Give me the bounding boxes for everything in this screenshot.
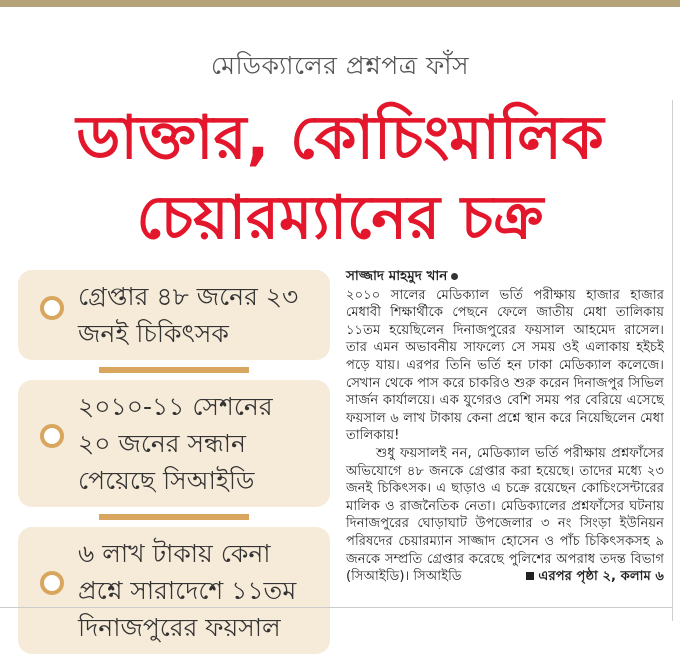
top-rule: [0, 0, 680, 7]
highlight-line: গ্রেপ্তার ৪৮ জনের ২৩: [78, 282, 299, 311]
highlight-line: প্রশ্নে সারাদেশে ১১তম: [78, 576, 297, 605]
ring-bullet-icon: [40, 571, 64, 595]
article-paragraph-1: ২০১০ সালের মেডিক্যাল ভর্তি পরীক্ষায় হাজার হাজার মেধাবী শিক্ষার্থীকে পেছনে ফেলে জাতীয় মেধা তালিকায় ১১তম হয়েছিলেন দিনাজপুরের ফয়সাল আহমেদ রাসেল। তার এমন অভাবনীয় সাফল্যে সে সময় ওই এলাকায় হইচই পড়ে যায়। এরপর তিনি ভর্তি হন ঢাকা মেডিক্যাল কলেজে। সেখান থেকে পাস করে চাকরিও শুরু করেন দিনাজপুর সিভিল সার্জন কার্যালয়ে। এক যুগেরও বেশি সময় পর বেরিয়ে এসেছে ফয়সাল ৬ লাখ টাকায় কেনা প্রশ্নে স্থান করে নিয়েছিলেন মেধা তালিকায়!: [346, 287, 664, 444]
article-body: [346, 268, 664, 586]
article-paragraph-2-text: শুধু ফয়সালই নন, মেডিক্যাল ভর্তি পরীক্ষায় প্রশ্নফাঁসের অভিযোগে ৪৮ জনকে গ্রেপ্তার করা হয়েছে। তাদের মধ্যে ২৩ জনই চিকিৎসক। এ ছাড়াও এ চক্রে রয়েছেন কোচিংসেন্টারের মালিক ও রাজনৈতিক নেতা। মেডিক্যালের প্রশ্নফাঁসের ঘটনায় দিনাজপুরের ঘোড়াঘাট উপজেলার ৩ নং সিংড়া ইউনিয়ন পরিষদের চেয়ারম্যান সাজ্জাদ হোসেন ও পাঁচ চিকিৎসকসহ ৯ জনকে সম্প্রতি গ্রেপ্তার করেছে পুলিশের অপরাধ তদন্ত বিভাগ (সিআইডি)। সিআইডি: [346, 445, 664, 585]
continued-note: [496, 568, 664, 586]
kicker: মেডিক্যালের প্রশ্নপত্র ফাঁস: [210, 51, 470, 80]
highlight-box-3: [18, 527, 330, 654]
highlight-separator: [99, 367, 249, 373]
headline-line-2: চেয়ারম্যানের চক্র: [136, 183, 544, 253]
headline-line-1: ডাক্তার, কোচিংমালিক: [76, 103, 604, 173]
highlight-line: জনই চিকিৎসক: [78, 319, 229, 348]
highlight-box-2: [18, 380, 330, 507]
bottom-rule: [0, 607, 672, 608]
article-paragraph-2: [346, 445, 664, 586]
highlight-separator: [99, 514, 249, 520]
continued-text: এরপর পৃষ্ঠা ২, কলাম ৬: [538, 569, 664, 585]
highlights: [18, 270, 330, 654]
byline-name: সাজ্জাদ মাহমুদ খান: [346, 268, 448, 284]
highlight-line: ২০ জনের সন্ধান: [78, 429, 246, 458]
ring-bullet-icon: [40, 424, 64, 448]
highlight-line: দিনাজপুরের ফয়সাল: [78, 613, 281, 642]
highlight-line: ৬ লাখ টাকায় কেনা: [78, 539, 271, 568]
highlight-line: পেয়েছে সিআইডি: [78, 466, 255, 495]
square-bullet-icon: [526, 572, 534, 580]
highlight-line: ২০১০-১১ সেশনের: [78, 392, 273, 421]
byline: [346, 268, 664, 286]
byline-bullet-icon: [451, 273, 458, 280]
adjacent-column-edge: [672, 100, 688, 621]
ring-bullet-icon: [40, 296, 64, 320]
highlight-box-1: [18, 270, 330, 360]
